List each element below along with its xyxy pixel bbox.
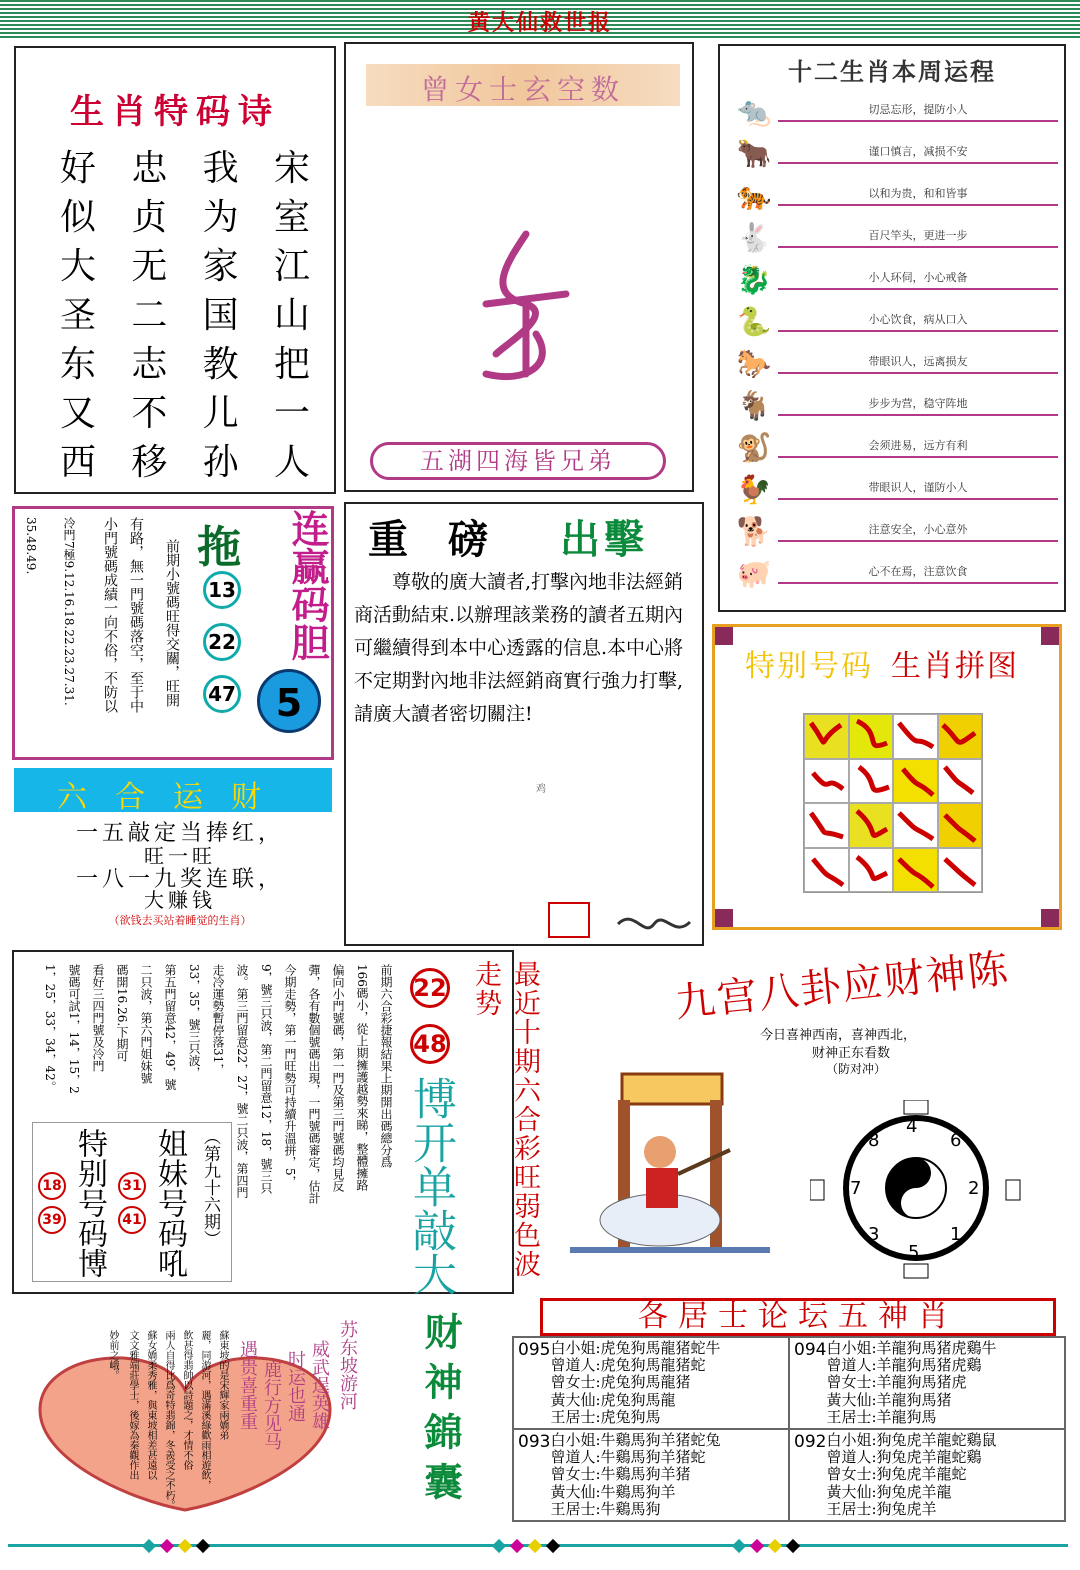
forum-picks: 羊龍狗馬猪虎鷄牛 xyxy=(876,1339,997,1357)
corner-square xyxy=(715,627,733,645)
forum-picks: 狗兔虎羊龍 xyxy=(876,1482,952,1501)
weekly-row-text: 注意安全，小心意外 xyxy=(778,521,1058,542)
caishen-poem-1: 苏东坡游河 xyxy=(337,1320,358,1410)
xuankong-footer: 五湖四海皆兄弟 xyxy=(370,442,666,480)
forum-name: 王居士 xyxy=(550,1499,596,1518)
forum-grid xyxy=(512,1336,1066,1522)
forum-name: 黃大仙 xyxy=(826,1390,872,1409)
forum-picks: 羊龍狗馬猪虎鷄 xyxy=(876,1356,982,1375)
xuankong-symbol xyxy=(466,224,586,384)
poem-char: 一 xyxy=(273,393,310,434)
trend-subtitle: 博开单敲大 xyxy=(405,1076,456,1296)
weekly-row-text: 步步为营，稳守阵地 xyxy=(778,395,1058,416)
poem-char: 似 xyxy=(60,197,97,238)
poem-char: 人 xyxy=(273,442,310,483)
trend-text-4: 彈，各有數個號碼出現，一門號碼審定，估計 xyxy=(307,964,321,1204)
monkey-icon: 🐒 xyxy=(736,430,772,464)
forum-row: 王居士 : 牛鷄馬狗 xyxy=(550,1501,720,1518)
poem-box xyxy=(14,46,336,494)
forum-name: 白小姐 xyxy=(550,1339,596,1357)
caishen-text-2: 麗，同游河，遇滿溪綠歡雨相遊飲， xyxy=(199,1330,210,1490)
puzzle-title-yellow: 特别号码 xyxy=(745,649,873,684)
weekly-row-text: 带眼识人，谨防小人 xyxy=(778,479,1058,500)
corner-square xyxy=(715,909,733,927)
bagua-number: 1 xyxy=(950,1224,962,1245)
lianying-text-3: 小門號碼成績一向不俗，不防以 xyxy=(102,517,118,713)
lianying-text-4: 冷門7極9.12.16.18.22.23.27.31. xyxy=(62,517,76,706)
rooster-icon: 🐓 xyxy=(736,472,772,506)
trend-text-11: 二只波，第六門姐妹號 xyxy=(139,964,153,1084)
notice-title-green: 出擊 xyxy=(560,516,648,563)
trend-text-6: 9，號三只波，第二門留意12，18，號三只 xyxy=(259,964,273,1195)
forum-name: 王居士 xyxy=(550,1407,596,1426)
forum-picks: 牛鷄馬狗羊猪 xyxy=(600,1465,691,1484)
lianying-title xyxy=(259,509,329,689)
weekly-row xyxy=(730,300,1058,342)
poem-col-4 xyxy=(274,144,310,484)
caishen-poem-4: 鹿行方见马 xyxy=(261,1360,282,1450)
puzzle-box xyxy=(712,624,1062,930)
poem-col-2 xyxy=(131,144,167,484)
forum-picks: 羊龍狗馬猪虎 xyxy=(876,1373,967,1392)
poem-char: 我 xyxy=(202,148,239,189)
forum-period: 094 xyxy=(794,1340,827,1360)
forum-picks: 羊龍狗馬 xyxy=(876,1407,937,1426)
forum-name: 黃大仙 xyxy=(550,1482,596,1501)
poem-char: 二 xyxy=(131,295,168,336)
liuhe-line-4: 大赚钱 xyxy=(144,888,216,912)
weekly-row xyxy=(730,132,1058,174)
forum-row: 曾道人 : 羊龍狗馬猪虎鷄 xyxy=(826,1357,996,1374)
dragon-icon: 🐉 xyxy=(736,262,772,296)
bagua-diagram xyxy=(810,1100,1022,1280)
poem-char: 把 xyxy=(273,344,310,385)
trend-number: 22 xyxy=(410,968,450,1008)
bagua-note-3: （防对冲） xyxy=(826,1062,887,1076)
signature-mark xyxy=(614,908,694,940)
seal-stamp xyxy=(548,902,590,938)
lianying-number: 22 xyxy=(203,623,241,661)
poem-char: 室 xyxy=(273,197,310,238)
forum-name: 黃大仙 xyxy=(826,1482,872,1501)
caishen-poem-2: 威武逞英雄 xyxy=(309,1340,330,1430)
weekly-row-text: 以和为贵，和和皆事 xyxy=(778,185,1058,206)
trend-number: 48 xyxy=(410,1024,450,1064)
poem-char: 教 xyxy=(202,344,239,385)
weekly-title: 十二生肖本周运程 xyxy=(788,57,996,86)
weekly-row xyxy=(730,90,1058,132)
forum-row: 曾女士 : 狗兔虎羊龍蛇 xyxy=(826,1466,996,1483)
caishen-text-4: 兩人自得比爲奇特翡錦，冬羨受之不朽。 xyxy=(163,1330,174,1510)
trend-text-15: 1，25，33，34，42。 xyxy=(43,964,57,1093)
rat-icon: 🐀 xyxy=(736,94,772,128)
forum-name: 王居士 xyxy=(826,1407,872,1426)
forum-picks: 牛鷄馬狗羊猪蛇兔 xyxy=(600,1431,721,1449)
forum-row: 黃大仙 : 虎兔狗馬龍 xyxy=(550,1392,720,1409)
puzzle-red-strokes xyxy=(803,713,983,893)
forum-period: 093 xyxy=(518,1432,551,1452)
forum-name: 白小姐 xyxy=(826,1431,872,1449)
caishen-text-5: 蘇女嬌柔秀雅，與東坡相差甚遠以 xyxy=(145,1330,156,1480)
weekly-row xyxy=(730,216,1058,258)
weekly-row xyxy=(730,468,1058,510)
poem-title: 生肖特码诗 xyxy=(70,92,280,132)
forum-row: 白小姐 : 虎兔狗馬龍猪蛇牛 xyxy=(550,1339,721,1357)
snake-icon: 🐍 xyxy=(736,304,772,338)
forum-picks: 狗兔虎羊龍蛇 xyxy=(876,1465,967,1484)
xuankong-title: 曾女士玄空数 xyxy=(420,73,625,106)
liuhe-line-1: 一五敲定当捧红， xyxy=(75,821,284,846)
trend-title: 最近十期六合彩旺弱色波走势 xyxy=(470,960,540,1279)
weekly-row-text: 切忌忘形，提防小人 xyxy=(778,101,1058,122)
corner-square xyxy=(1041,627,1059,645)
forum-block xyxy=(513,1429,789,1521)
forum-name: 白小姐 xyxy=(550,1431,596,1449)
poem-char: 志 xyxy=(131,344,168,385)
warrior-illustration xyxy=(560,1070,780,1270)
forum-picks: 牛鷄馬狗 xyxy=(600,1499,661,1518)
weekly-row-text: 带眼识人，远离损友 xyxy=(778,353,1058,374)
poem-char: 圣 xyxy=(60,295,97,336)
weekly-row-text: 会须进易，远方有利 xyxy=(778,437,1058,458)
poem-char: 西 xyxy=(60,442,97,483)
forum-row: 曾女士 : 牛鷄馬狗羊猪 xyxy=(550,1466,720,1483)
trend-text-1: 前期六合彩捷報結果上期開出碼總分爲 xyxy=(379,964,393,1168)
liuhe-note: （欲钱去买站着睡觉的生肖） xyxy=(108,914,252,927)
lianying-box xyxy=(12,506,334,760)
trend-text-12: 碼開16.26.下期可 xyxy=(115,964,129,1063)
forum-row: 黃大仙 : 狗兔虎羊龍 xyxy=(826,1484,996,1501)
notice-body: 尊敬的廣大讀者,打擊內地非法經銷商活動結束.以辦理該業務的讀者五期內可繼續得到本中心透露的信息.本中心將不定期對內地非法經銷商實行強力打擊,請廣大讀者密切關注! xyxy=(354,571,684,725)
liuhe-title: 六合运财 xyxy=(57,780,289,815)
poem-char: 无 xyxy=(131,246,168,287)
caishen-poem-5: 遇贵喜重重 xyxy=(237,1340,258,1430)
tiger-icon: 🐅 xyxy=(736,178,772,212)
weekly-row-text: 小心饮食，病从口入 xyxy=(778,311,1058,332)
trend-text-7: 波。第三門留意22，27，號二只波，第四門 xyxy=(235,964,249,1199)
forum-row: 白小姐 : 牛鷄馬狗羊猪蛇兔 xyxy=(550,1431,721,1449)
weekly-row xyxy=(730,258,1058,300)
forum-row: 曾道人 : 牛鷄馬狗羊猪蛇 xyxy=(550,1449,720,1466)
weekly-row xyxy=(730,426,1058,468)
trend-text-13: 看好三四門號及冷門 xyxy=(91,964,105,1072)
forum-picks: 牛鷄馬狗羊猪蛇 xyxy=(600,1448,706,1467)
forum-name: 曾女士 xyxy=(550,1373,596,1392)
sister-label: 姐妹号码吼 xyxy=(152,1128,187,1278)
page-title: 黄大仙救世报 xyxy=(467,10,612,36)
forum-row: 曾道人 : 虎兔狗馬龍猪蛇 xyxy=(550,1357,720,1374)
forum-name: 曾道人 xyxy=(826,1448,872,1467)
notice-box xyxy=(344,502,704,946)
caishen-text-3: 飲甚得翡帥以詩題之，才情不俗 xyxy=(181,1330,192,1470)
poem-char: 山 xyxy=(273,295,310,336)
caishen-text-1: 蘇東坡的是宋輝家兩嬌弟 xyxy=(217,1330,228,1440)
puzzle-title-red: 生肖拼图 xyxy=(891,649,1019,684)
poem-char: 东 xyxy=(60,344,97,385)
dog-icon: 🐕 xyxy=(736,514,772,548)
forum-row: 王居士 : 狗兔虎羊 xyxy=(826,1501,996,1518)
forum-block xyxy=(513,1337,789,1429)
forum-table xyxy=(550,1432,720,1518)
forum-row: 黃大仙 : 羊龍狗馬猪 xyxy=(826,1392,996,1409)
pig-icon: 🐖 xyxy=(736,556,772,590)
weekly-list xyxy=(730,90,1058,594)
forum-picks: 狗兔虎羊龍蛇鷄 xyxy=(876,1448,982,1467)
poem-char: 孙 xyxy=(202,442,239,483)
weekly-row-text: 小人环伺，小心戒备 xyxy=(778,269,1058,290)
bagua-number: 5 xyxy=(908,1242,920,1263)
corner-square xyxy=(1041,909,1059,927)
bagua-number: 6 xyxy=(950,1130,962,1151)
footer-diamonds xyxy=(490,1536,562,1555)
ox-icon: 🐂 xyxy=(736,136,772,170)
notice-title-black: 重磅 xyxy=(368,516,528,563)
forum-row: 王居士 : 虎兔狗馬 xyxy=(550,1409,720,1426)
weekly-row xyxy=(730,510,1058,552)
forum-name: 曾女士 xyxy=(826,1373,872,1392)
forum-name: 白小姐 xyxy=(826,1339,872,1357)
caishen-title: 财神錦囊 xyxy=(418,1312,463,1512)
forum-picks: 狗兔虎羊龍蛇鷄鼠 xyxy=(876,1431,997,1449)
forum-period: 095 xyxy=(518,1340,551,1360)
bagua-number: 2 xyxy=(968,1178,980,1199)
forum-picks: 虎兔狗馬龍 xyxy=(600,1390,676,1409)
trend-box xyxy=(12,950,540,1296)
weekly-row-text: 百尺竿头，更进一步 xyxy=(778,227,1058,248)
horse-icon: 🐎 xyxy=(736,346,772,380)
forum-row: 王居士 : 羊龍狗馬 xyxy=(826,1409,996,1426)
trend-text-5: 今期走勢，第一門旺勢可持續升溫拼，5， xyxy=(283,964,297,1188)
forum-block xyxy=(789,1429,1065,1521)
forum-name: 黃大仙 xyxy=(550,1390,596,1409)
weekly-row xyxy=(730,384,1058,426)
forum-name: 曾道人 xyxy=(550,1448,596,1467)
lianying-number: 47 xyxy=(203,675,241,713)
forum-picks: 狗兔虎羊 xyxy=(876,1499,937,1518)
forum-picks: 虎兔狗馬龍猪 xyxy=(600,1373,691,1392)
forum-row: 曾女士 : 虎兔狗馬龍猪 xyxy=(550,1374,720,1391)
special-label: 特别号码博 xyxy=(72,1128,107,1278)
poem-char: 国 xyxy=(202,295,239,336)
bagua-title: 九宫八卦应财神陈 xyxy=(672,945,1012,1027)
trend-text-14: 號碼可試1，14，15，2 xyxy=(67,964,81,1094)
lianying-text-2: 有路，無一門號碼落空，至于中 xyxy=(128,517,144,713)
forum-row: 曾道人 : 狗兔虎羊龍蛇鷄 xyxy=(826,1449,996,1466)
poem-char: 又 xyxy=(60,393,97,434)
caishen-poem-3: 时运也通 xyxy=(285,1350,306,1422)
weekly-row-text: 心不在焉，注意饮食 xyxy=(778,563,1058,584)
bagua-number: 4 xyxy=(906,1116,918,1137)
weekly-row xyxy=(730,552,1058,594)
forum-row: 白小姐 : 狗兔虎羊龍蛇鷄鼠 xyxy=(826,1431,997,1449)
forum-row: 白小姐 : 羊龍狗馬猪虎鷄牛 xyxy=(826,1339,997,1357)
lianying-tuo: 拖 xyxy=(197,522,241,573)
lianying-title-char: 连赢码胆 xyxy=(285,509,330,661)
forum-picks: 牛鷄馬狗羊 xyxy=(600,1482,676,1501)
poem-char: 好 xyxy=(60,148,97,189)
trend-text-3: 偏向小門號碼，第一門及第三門號碼均見反 xyxy=(331,964,345,1192)
lianying-number: 13 xyxy=(203,571,241,609)
weekly-row xyxy=(730,174,1058,216)
poem-char: 移 xyxy=(131,442,168,483)
lianying-big-number: 5 xyxy=(257,669,321,733)
caishen-text-7: 妙前之峨。 xyxy=(107,1330,118,1380)
poem-char: 儿 xyxy=(202,393,239,434)
poem-char: 家 xyxy=(202,246,239,287)
trend-text-9: 33，35，號三只波， xyxy=(187,964,201,1079)
weekly-row xyxy=(730,342,1058,384)
forum-title: 各居士论坛五神肖 xyxy=(540,1298,1056,1336)
poem-char: 不 xyxy=(131,393,168,434)
poem-col-1 xyxy=(60,144,96,484)
forum-table xyxy=(550,1340,720,1426)
special-number: 18 xyxy=(38,1172,66,1200)
sister-number: 41 xyxy=(118,1206,146,1234)
lianying-text-5: 35.48.49. xyxy=(24,517,38,575)
poem-char: 大 xyxy=(60,246,97,287)
forum-picks: 虎兔狗馬龍猪蛇牛 xyxy=(600,1339,721,1357)
footer-diamonds xyxy=(140,1536,212,1555)
bagua-number: 3 xyxy=(868,1224,880,1245)
forum-block xyxy=(789,1337,1065,1429)
bagua-number: 7 xyxy=(850,1178,862,1199)
weekly-row-text: 谨口慎言，减损不安 xyxy=(778,143,1058,164)
forum-name: 曾女士 xyxy=(826,1465,872,1484)
forum-picks: 羊龍狗馬猪 xyxy=(876,1390,952,1409)
forum-table xyxy=(826,1340,996,1426)
weekly-zodiac-box xyxy=(718,44,1066,612)
special-number: 39 xyxy=(38,1206,66,1234)
forum-name: 曾女士 xyxy=(550,1465,596,1484)
notice-small: 鸡 xyxy=(536,784,546,795)
poem-col-3 xyxy=(203,144,239,484)
bagua-number: 8 xyxy=(868,1130,880,1151)
forum-row: 黃大仙 : 牛鷄馬狗羊 xyxy=(550,1484,720,1501)
rabbit-icon: 🐇 xyxy=(736,220,772,254)
forum-row: 曾女士 : 羊龍狗馬猪虎 xyxy=(826,1374,996,1391)
xuankong-box xyxy=(344,42,694,492)
forum-name: 曾道人 xyxy=(550,1356,596,1375)
forum-table xyxy=(826,1432,996,1518)
forum-name: 曾道人 xyxy=(826,1356,872,1375)
caishen-text-6: 文文雅端莊學士，後嫁為秦觀作出 xyxy=(127,1330,138,1480)
goat-icon: 🐐 xyxy=(736,388,772,422)
bagua-note-2: 财神正东看数 xyxy=(812,1046,891,1061)
trend-text-10: 第五門留意42，49，號 xyxy=(163,964,177,1091)
poem-char: 江 xyxy=(273,246,310,287)
liuhe-line-2: 旺一旺 xyxy=(144,844,216,868)
trend-text-8: 走冷運勢暫停落31， xyxy=(211,964,225,1076)
forum-picks: 虎兔狗馬 xyxy=(600,1407,661,1426)
sister-number: 31 xyxy=(118,1172,146,1200)
lianying-text-1: 前期小號碼旺得交關，旺開 xyxy=(164,539,180,707)
poem-char: 为 xyxy=(202,197,239,238)
period-label: （第九十六期） xyxy=(200,1128,220,1247)
poem-char: 贞 xyxy=(131,197,168,238)
forum-period: 092 xyxy=(794,1432,827,1452)
footer-diamonds xyxy=(730,1536,802,1555)
poem-grid xyxy=(60,144,310,484)
trend-text-2: 166碼小，從上期擁護越勢來睇，整體擁路 xyxy=(355,964,369,1191)
liuhe-line-3: 一八一九奖连联， xyxy=(75,867,284,892)
poem-char: 宋 xyxy=(273,148,310,189)
poem-char: 忠 xyxy=(131,148,168,189)
forum-name: 王居士 xyxy=(826,1499,872,1518)
forum-picks: 虎兔狗馬龍猪蛇 xyxy=(600,1356,706,1375)
bagua-note-1: 今日喜神西南，喜神西北， xyxy=(760,1028,917,1043)
